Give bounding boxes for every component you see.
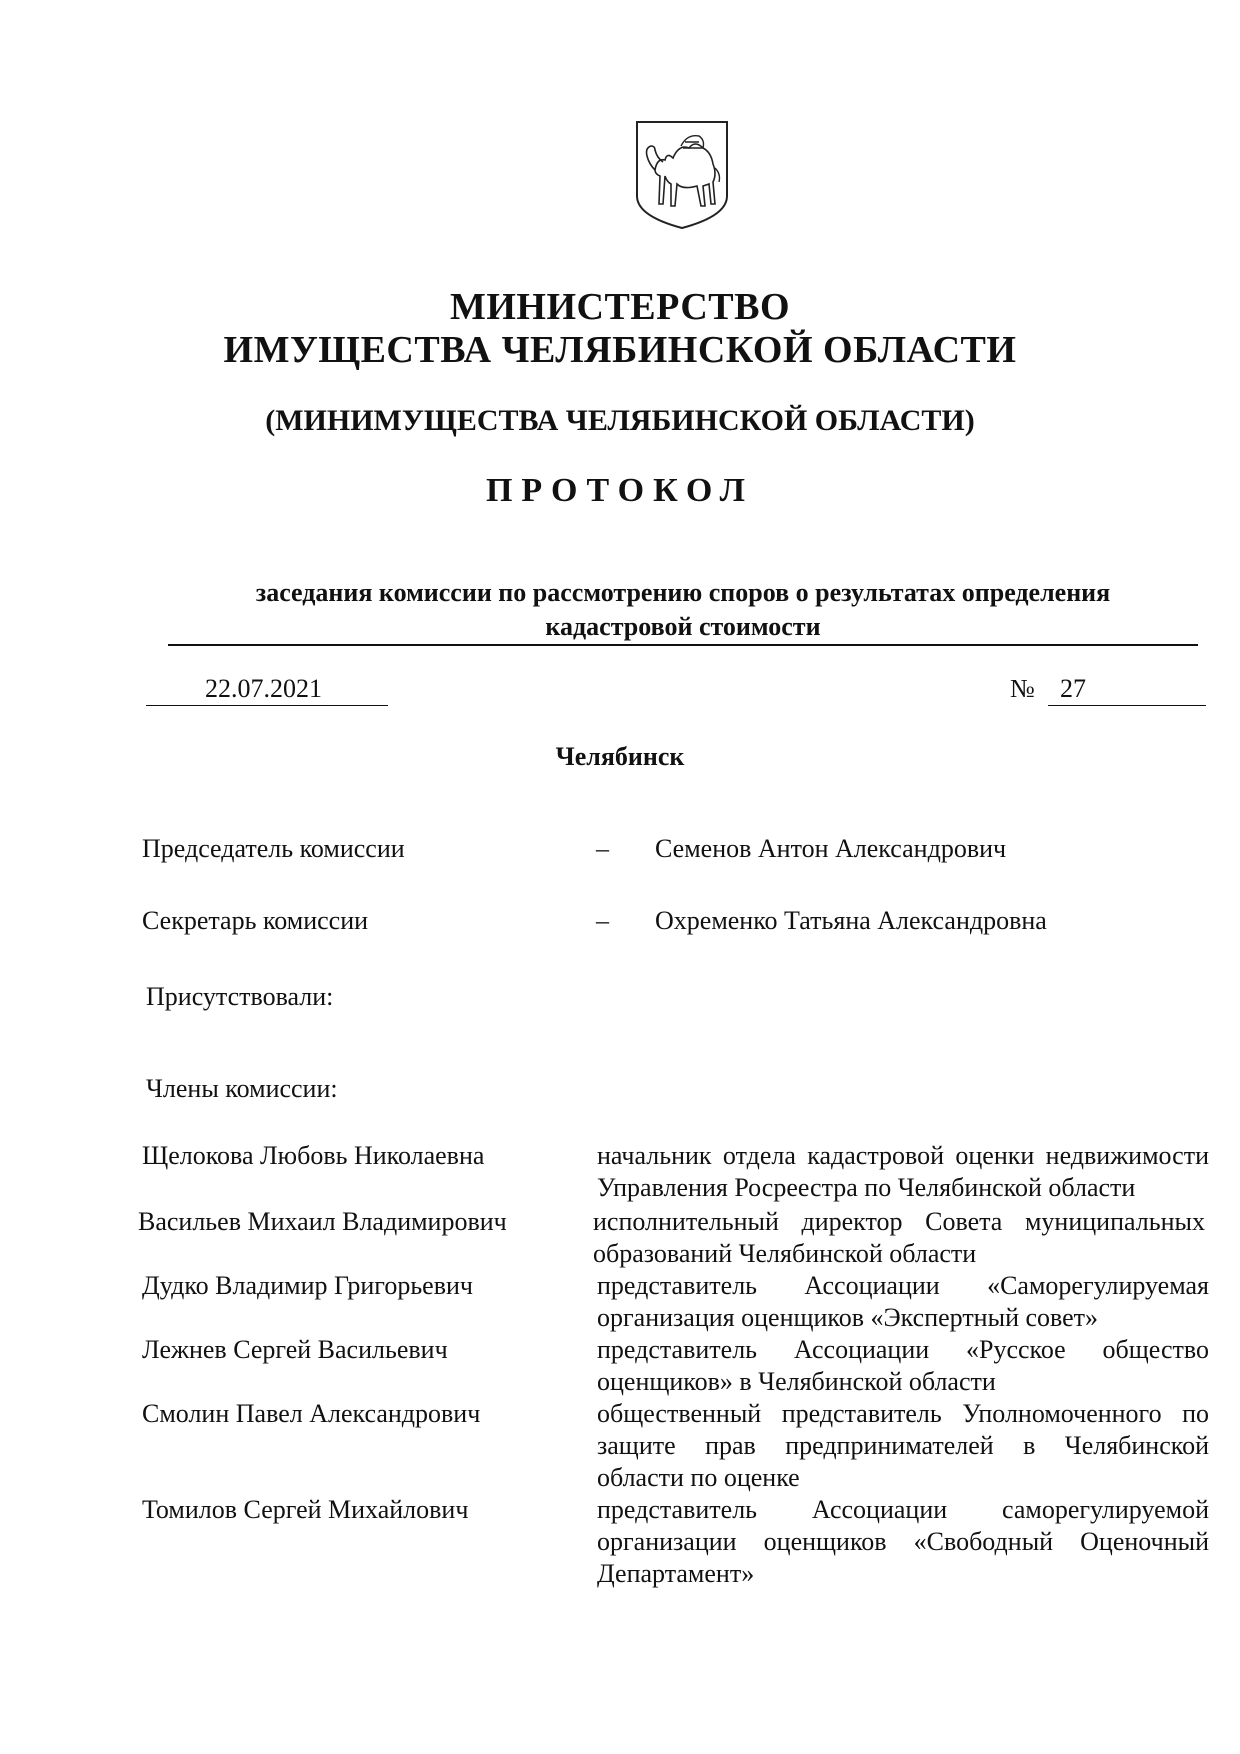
member-name: Щелокова Любовь Николаевна [142,1141,485,1170]
document-type: ПРОТОКОЛ [485,472,755,509]
member-name: Дудко Владимир Григорьевич [142,1271,473,1300]
secretary-name: Охременко Татьяна Александровна [655,906,1047,935]
member-role: исполнительный директор Совета муниципальных образований Челябинской области [593,1207,1205,1268]
list-item [0,1270,1240,1334]
document-date: 22.07.2021 [205,674,322,703]
ministry-name-line2: ИМУЩЕСТВА ЧЕЛЯБИНСКОЙ ОБЛАСТИ [223,329,1017,371]
list-item [0,1206,1240,1270]
subject-line2: кадастровой стоимости [545,612,821,641]
chair-label: Председатель комиссии [142,834,405,863]
number-underline [1048,705,1206,706]
document-number: 27 [1060,674,1086,703]
list-item [0,1140,1240,1204]
list-item [0,1334,1240,1398]
chelyabinsk-coat-of-arms-camel-icon [633,118,731,230]
subject-line1: заседания комиссии по рассмотрению споров о результатах определения [255,578,1111,607]
member-name: Смолин Павел Александрович [142,1399,481,1428]
ministry-short-name: (МИНИМУЩЕСТВА ЧЕЛЯБИНСКОЙ ОБЛАСТИ) [265,404,975,437]
document-subject [168,576,1198,644]
members-list [0,1130,1240,1590]
secretary-dash: – [596,906,609,935]
secretary-label: Секретарь комиссии [142,906,369,935]
date-underline [146,705,388,706]
member-role: представитель Ассоциации «Русское общество оценщиков» в Челябинской области [597,1335,1209,1396]
member-role: представитель Ассоциации саморегулируемой организации оценщиков «Свободный Оценочный Департамент» [597,1495,1209,1588]
member-role: представитель Ассоциации «Саморегулируемая организация оценщиков «Экспертный совет» [597,1271,1209,1332]
city-name: Челябинск [555,742,685,771]
member-role: начальник отдела кадастровой оценки недвижимости Управления Росреестра по Челябинской области [597,1141,1209,1202]
chair-dash: – [596,834,609,863]
list-item [0,1494,1240,1590]
member-name: Томилов Сергей Михайлович [142,1495,469,1524]
member-name: Лежнев Сергей Васильевич [142,1335,448,1364]
member-role: общественный представитель Уполномоченного по защите прав предпринимателей в Челябинской области по оценке [597,1399,1209,1492]
chair-name: Семенов Антон Александрович [655,834,1007,863]
ministry-name-line1: МИНИСТЕРСТВО [449,286,791,328]
present-label: Присутствовали: [146,982,334,1011]
members-label: Члены комиссии: [146,1074,338,1103]
number-sign: № [1010,674,1035,703]
member-name: Васильев Михаил Владимирович [138,1207,507,1236]
subject-underline [168,644,1198,646]
list-item [0,1398,1240,1494]
